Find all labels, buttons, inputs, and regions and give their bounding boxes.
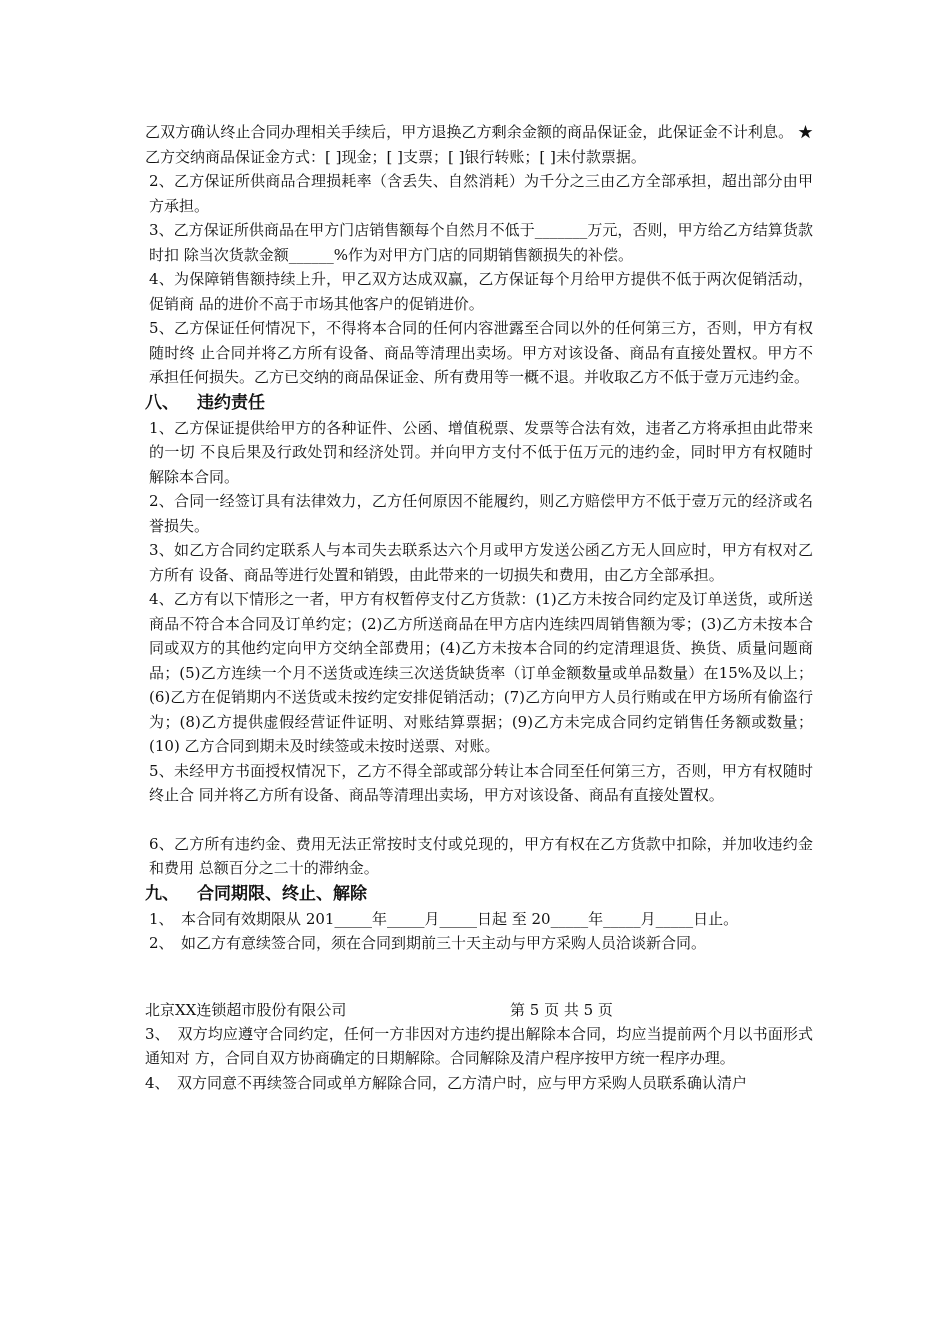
section-9-number: 九、	[145, 883, 179, 904]
paragraph-deposit-refund: 乙双方确认终止合同办理相关手续后，甲方退换乙方剩余金额的商品保证金，此保证金不计利息。 ★乙方交纳商品保证金方式：[ ]现金；[ ]支票；[ ]银行转账；[ ]未付款票据。	[145, 123, 813, 166]
document-page	[145, 120, 813, 1095]
paragraph-8-4: 4、乙方有以下情形之一者，甲方有权暂停支付乙方货款：(1)乙方未按合同约定及订单送货，或所送商品不符合本合同及订单约定；(2)乙方所送商品在甲方店内连续四周销售额为零；(3)乙方未按本合同或双方的其他约定向甲方交纳全部费用；(4)乙方未按本合同的约定清理退货、换货、质量问题商品；(5)乙方连续一个月不送货或连续三次送货缺货率（订单金额数量或单品数量）在15%及以上；(6)乙方在促销期内不送货或未按约定安排促销活动；(7)乙方向甲方人员行贿或在甲方场所有偷盗行为；(8)乙方提供虚假经营证件证明、对账结算票据；(9)乙方未完成合同约定销售任务额或数量；(10) 乙方合同到期未及时续签或未按时送票、对账。	[149, 590, 813, 755]
paragraph-7-3: 3、乙方保证所供商品在甲方门店销售额每个自然月不低于_______万元，否则，甲方给乙方结算货款时扣 除当次货款金额______%作为对甲方门店的同期销售额损失的补偿。	[149, 221, 813, 264]
section-8-title: 违约责任	[197, 392, 265, 413]
paragraph-8-1: 1、乙方保证提供给甲方的各种证件、公函、增值税票、发票等合法有效，违者乙方将承担由此带来的一切 不良后果及行政处罚和经济处罚。并向甲方支付不低于伍万元的违约金，同时甲方有权随时解除本合同。	[149, 418, 813, 486]
section-8-number: 八、	[145, 392, 179, 413]
page-gap	[145, 956, 813, 998]
section-9-heading	[145, 881, 813, 907]
page-footer	[145, 998, 813, 1022]
paragraph-7-4: 4、为保障销售额持续上升，甲乙双方达成双赢，乙方保证每个月给甲方提供不低于两次促销活动，促销商 品的进价不高于市场其他客户的促销进价。	[149, 270, 813, 313]
paragraph-9-2: 2、 如乙方有意续签合同，须在合同到期前三十天主动与甲方采购人员洽谈新合同。	[149, 934, 707, 952]
footer-company: 北京XX连锁超市股份有限公司	[145, 1000, 347, 1019]
paragraph-8-2: 2、合同一经签订具有法律效力，乙方任何原因不能履约，则乙方赔偿甲方不低于壹万元的经济或名誉损失。	[149, 492, 813, 535]
paragraph-9-1: 1、 本合同有效期限从 201_____年_____月_____日起 至 20_____年_____月_____日止。	[149, 909, 739, 928]
paragraph-8-3: 3、如乙方合同约定联系人与本司失去联系达六个月或甲方发送公函乙方无人回应时，甲方有权对乙方所有 设备、商品等进行处置和销毁，由此带来的一切损失和费用，由乙方全部承担。	[149, 541, 813, 584]
paragraph-8-6: 6、乙方所有违约金、费用无法正常按时支付或兑现的，甲方有权在乙方货款中扣除，并加收违约金和费用 总额百分之二十的滞纳金。	[149, 834, 813, 877]
paragraph-7-2: 2、乙方保证所供商品合理损耗率（含丢失、自然消耗）为千分之三由乙方全部承担，超出部分由甲方承担。	[149, 172, 813, 215]
footer-page-number: 第 5 页 共 5 页	[510, 1000, 613, 1019]
paragraph-9-4: 4、 双方同意不再续签合同或单方解除合同，乙方清户时，应与甲方采购人员联系确认清户	[145, 1073, 748, 1092]
section-8-heading	[145, 390, 813, 416]
paragraph-7-5: 5、乙方保证任何情况下，不得将本合同的任何内容泄露至合同以外的任何第三方，否则，甲方有权随时终 止合同并将乙方所有设备、商品等清理出卖场。甲方对该设备、商品有直接处置权。甲方不承担任何损失。乙方已交纳的商品保证金、所有费用等一概不退。并收取乙方不低于壹万元违约金。	[149, 319, 813, 386]
paragraph-9-3: 3、 双方均应遵守合同约定，任何一方非因对方违约提出解除本合同，均应当提前两个月以书面形式通知对 方，合同自双方协商确定的日期解除。合同解除及清户程序按甲方统一程序办理。	[145, 1024, 813, 1067]
section-9-title: 合同期限、终止、解除	[197, 883, 367, 904]
paragraph-8-5: 5、未经甲方书面授权情况下，乙方不得全部或部分转让本合同至任何第三方，否则，甲方有权随时终止合 同并将乙方所有设备、商品等清理出卖场，甲方对该设备、商品有直接处置权。	[149, 761, 813, 804]
blank-line	[145, 808, 813, 832]
